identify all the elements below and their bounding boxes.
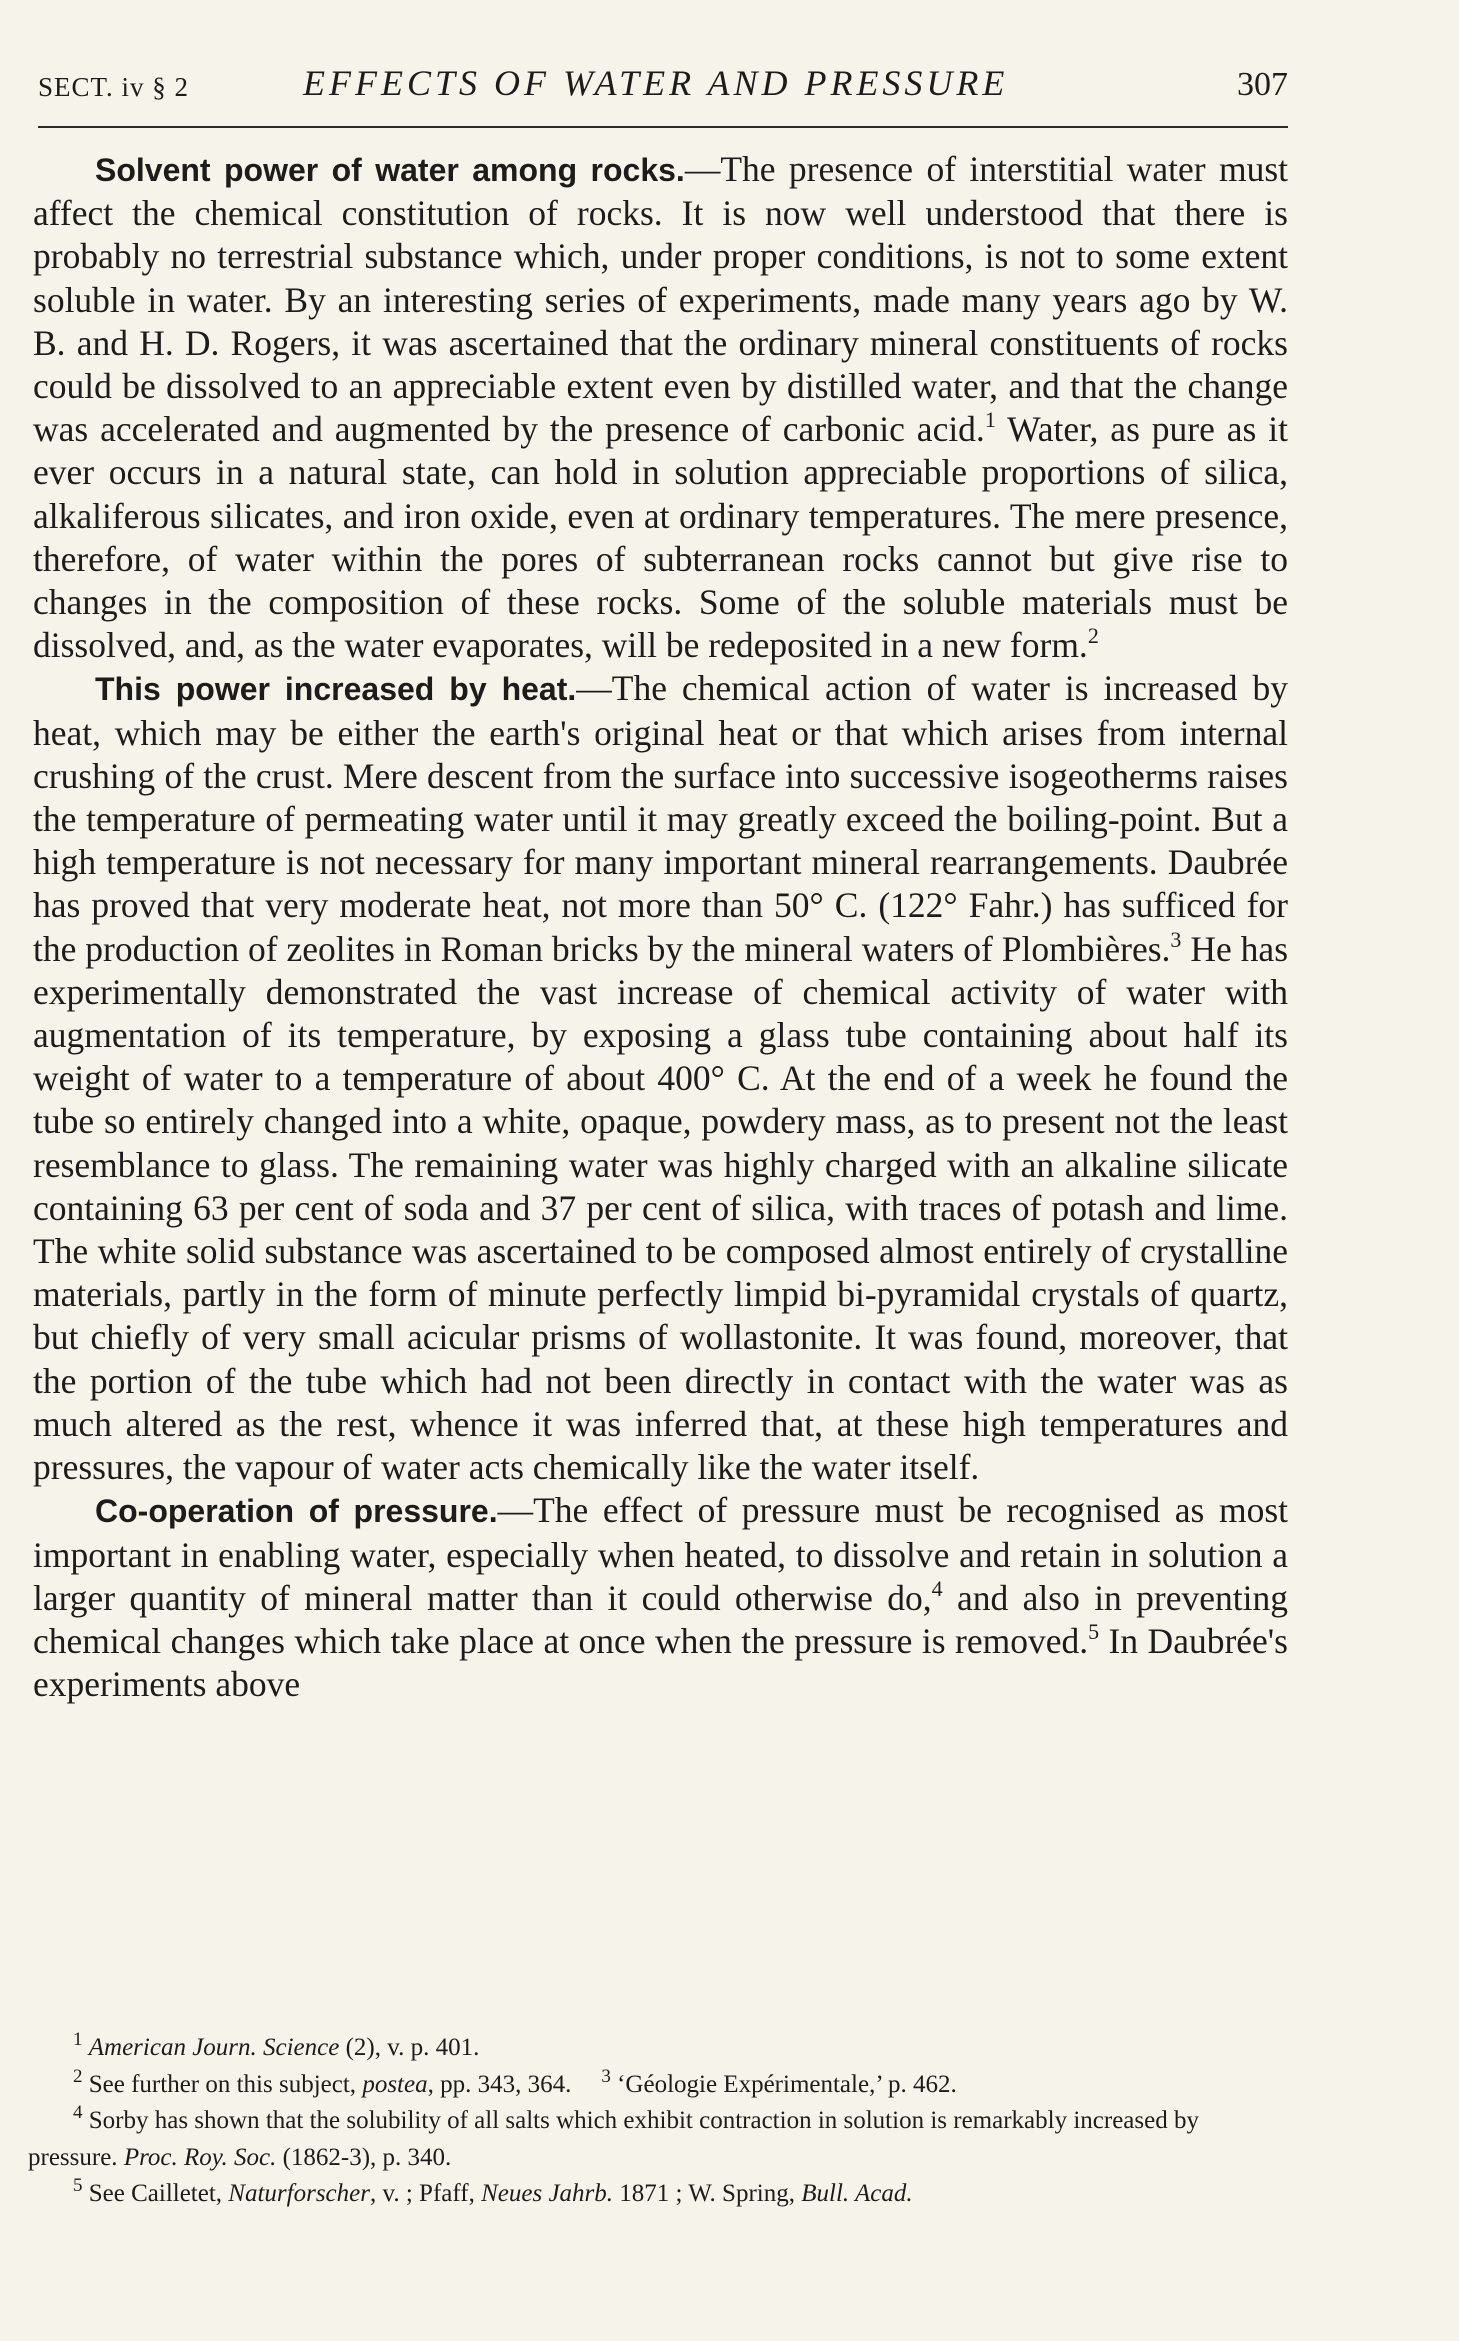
- paragraph-text: He has experimentally demonstrated the vast increase of chemical activity of water with augmentation of its temperature, by exposing a glass tube containing about half its weight of water to a temperature of about 400° C. At the end of a week he found the tube so entirely changed into a white, opaque, powdery mass, as to present not the least resemblance to glass. The remaining water was highly charged with an alkaline silicate containing 63 per cent of soda and 37 per cent of silica, with traces of potash and lime. The white solid substance was ascertained to be composed almost entirely of crystalline materials, partly in the form of minute perfectly limpid bi-pyramidal crystals of quartz, but chiefly of very small acicular prisms of wollastonite. It was found, moreover, that the portion of the tube which had not been directly in contact with the water was as much altered as the rest, whence it was inferred that, at these high temperatures and pressures, the vapour of water acts chemically like the water itself.: [33, 928, 1289, 1488]
- paragraph-heading: Solvent power of water among rocks.: [95, 152, 685, 188]
- running-title: EFFECTS OF WATER AND PRESSURE: [303, 63, 1009, 103]
- footnote-marker: 4: [73, 2102, 83, 2123]
- paragraph-heading: This power increased by heat.: [95, 671, 577, 708]
- paragraph-pressure: [33, 1489, 1288, 1706]
- paragraph-text: and also in preventing chemical changes which take place at once when the pressure is removed.: [33, 1577, 1288, 1661]
- footnote-marker: 1: [73, 2029, 83, 2050]
- footnote-citation: Neues Jahrb.: [481, 2180, 614, 2207]
- footnote-marker: 3: [601, 2065, 611, 2087]
- paragraph-text: —The chemical action of water is increased by heat, which may be either the earth's original heat or that which arises from internal crushing of the crust. Mere descent from the surface into successive isogeotherms raises the temperature of permeating water until it may greatly exceed the boiling-point. But a high temperature is not necessary for many important mineral rearrangements. Daubrée has proved that very moderate heat, not more than 50° C. (122° Fahr.) has sufficed for the production of zeolites in Roman bricks by the mineral waters of Plombières.: [33, 668, 1288, 969]
- paragraph-heat: [33, 667, 1288, 1489]
- footnote-citation: Naturforscher: [228, 2180, 370, 2207]
- footnote-ref: 4: [931, 1575, 943, 1601]
- footnote-text: , pp. 343, 364.: [427, 2070, 572, 2098]
- footnote-citation: postea: [362, 2070, 428, 2098]
- running-head: [38, 62, 1288, 112]
- footnote-text: ‘Géologie Expérimentale,’ p. 462.: [610, 2070, 957, 2098]
- footnote-ref: 5: [1088, 1618, 1100, 1644]
- section-reference: SECT. iv § 2: [38, 72, 190, 102]
- footnote-ref: 2: [1087, 623, 1099, 649]
- footnote-text: Sorby has shown that the solubility of all salts which exhibit contraction in solution is remarkably increased by pressure.: [28, 2107, 1199, 2171]
- footnote-marker: 5: [73, 2175, 83, 2196]
- footnote-2-3: [28, 2067, 1288, 2104]
- footnote-text: See further on this subject,: [82, 2070, 363, 2098]
- footnote-citation: American Journ. Science: [88, 2034, 340, 2061]
- paragraph-text: In Daubrée's experiments above: [33, 1620, 1289, 1705]
- body-text: [33, 148, 1288, 1706]
- footnote-5: [28, 2176, 1288, 2213]
- paragraph-text: —The presence of interstitial water must affect the chemical constitution of rocks. It is now well understood that there is probably no terrestrial substance which, under proper conditions, is not to some extent soluble in water. By an interesting series of experiments, made many years ago by W. B. and H. D. Rogers, it was ascertained that the ordinary mineral constituents of rocks could be dissolved to an appreciable extent even by distilled water, and that the change was accelerated and augmented by the presence of carbonic acid.: [33, 149, 1289, 450]
- paragraph-text: Water, as pure as it ever occurs in a natural state, can hold in solution appreciable proportions of silica, alkaliferous silicates, and iron oxide, even at ordinary temperatures. The mere presence, therefore, of water within the pores of subterranean rocks cannot but give rise to changes in the composition of these rocks. Some of the soluble materials must be dissolved, and, as the water evaporates, will be redeposited in a new form.: [33, 409, 1288, 666]
- paragraph-heading: Co-operation of pressure.: [95, 1493, 498, 1530]
- footnote-ref: 1: [984, 407, 996, 433]
- footnote-text: See Cailletet,: [82, 2180, 229, 2207]
- footnotes: [28, 2030, 1288, 2213]
- footnote-4: [28, 2103, 1288, 2176]
- footnote-text: 1871 ; W. Spring,: [613, 2180, 802, 2207]
- header-rule: [38, 126, 1288, 128]
- footnote-marker: 2: [73, 2065, 83, 2087]
- paragraph-text: —The effect of pressure must be recognised as most important in enabling water, especially when heated, to dissolve and retain in solution a larger quantity of mineral matter than it could otherwise do,: [33, 1490, 1289, 1618]
- footnote-1: [28, 2030, 1288, 2067]
- footnote-citation: Bull. Acad.: [801, 2180, 913, 2207]
- footnote-text: (2), v. p. 401.: [339, 2034, 480, 2061]
- footnote-ref: 3: [1170, 926, 1182, 952]
- footnote-text: (1862-3), p. 340.: [276, 2143, 452, 2171]
- footnote-text: , v. ; Pfaff,: [369, 2180, 482, 2207]
- page-number: 307: [1237, 66, 1288, 103]
- footnote-citation: Proc. Roy. Soc.: [123, 2143, 277, 2171]
- paragraph-solvent-power: [33, 148, 1288, 667]
